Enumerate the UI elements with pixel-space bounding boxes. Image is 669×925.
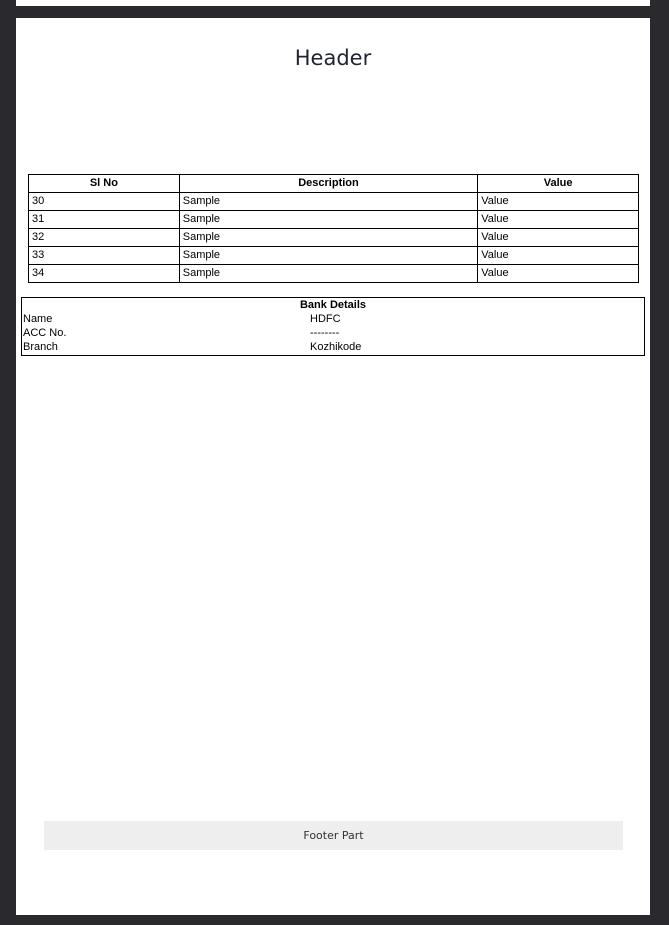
table-header-row — [29, 175, 639, 193]
bank-label-name: Name — [23, 313, 53, 325]
bank-value-branch: Kozhikode — [310, 341, 362, 353]
cell-sl-no: 32 — [29, 229, 180, 247]
previous-page-edge — [16, 0, 650, 6]
bank-details-title: Bank Details — [299, 299, 367, 311]
cell-description: Sample — [179, 211, 478, 229]
bank-value-name: HDFC — [310, 313, 341, 325]
cell-value: Value — [478, 211, 639, 229]
bank-row-branch — [22, 340, 644, 354]
document-page — [16, 18, 650, 915]
items-table — [28, 174, 639, 283]
bank-row-name — [22, 312, 644, 326]
bank-row-acc-no — [22, 326, 644, 340]
column-header-sl-no: Sl No — [29, 175, 180, 193]
cell-description: Sample — [179, 193, 478, 211]
column-header-description: Description — [179, 175, 478, 193]
cell-sl-no: 33 — [29, 247, 180, 265]
cell-description: Sample — [179, 265, 478, 283]
cell-value: Value — [478, 265, 639, 283]
page-header-title: Header — [294, 46, 372, 70]
column-header-value: Value — [478, 175, 639, 193]
cell-sl-no: 30 — [29, 193, 180, 211]
bank-details-box — [21, 297, 645, 356]
table-row — [29, 193, 639, 211]
page-footer: Footer Part — [44, 821, 623, 850]
cell-value: Value — [478, 229, 639, 247]
cell-value: Value — [478, 193, 639, 211]
bank-label-branch: Branch — [23, 341, 58, 353]
cell-description: Sample — [179, 247, 478, 265]
cell-sl-no: 34 — [29, 265, 180, 283]
table-row — [29, 247, 639, 265]
bank-value-acc-no: -------- — [310, 327, 340, 339]
cell-value: Value — [478, 247, 639, 265]
cell-description: Sample — [179, 229, 478, 247]
bank-label-acc-no: ACC No. — [23, 327, 67, 339]
table-row — [29, 211, 639, 229]
cell-sl-no: 31 — [29, 211, 180, 229]
table-row — [29, 229, 639, 247]
table-row — [29, 265, 639, 283]
